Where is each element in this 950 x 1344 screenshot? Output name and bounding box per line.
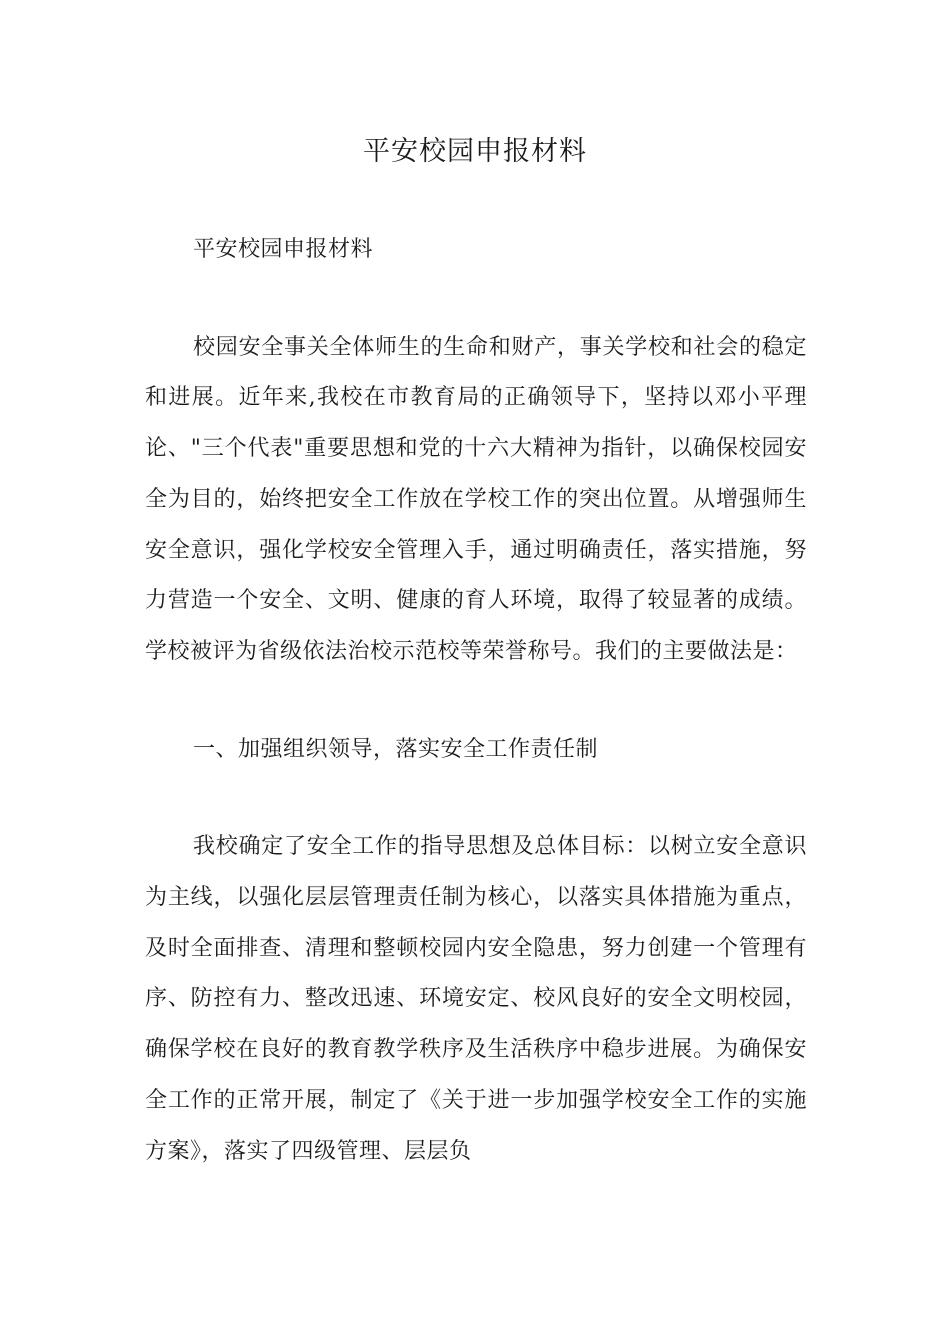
intro-paragraph: 校园安全事关全体师生的生命和财产，事关学校和社会的稳定和进展。近年来,我校在市教育局的正确领导下，坚持以邓小平理论、"三个代表"重要思想和党的十六大精神为指针，以确保校园安全为目的，始终把安全工作放在学校工作的突出位置。从增强师生安全意识，强化学校安全管理入手，通过明确责任，落实措施，努力营造一个安全、文明、健康的育人环境，取得了较显著的成绩。学校被评为省级依法治校示范校等荣誉称号。我们的主要做法是： — [145, 334, 807, 664]
section-body-paragraph: 我校确定了安全工作的指导思想及总体目标：以树立安全意识为主线，以强化层层管理责任制为核心，以落实具体措施为重点，及时全面排查、清理和整顿校园内安全隐患，努力创建一个管理有序、防控有力、整改迅速、环境安定、校风良好的安全文明校园，确保学校在良好的教育教学秩序及生活秩序中稳步进展。为确保安全工作的正常开展，制定了《关于进一步加强学校安全工作的实施方案》，落实了四级管理、层层负 — [145, 834, 807, 1164]
paragraph-gap — [145, 775, 807, 822]
paragraph-gap — [145, 276, 807, 323]
document-title: 平安校园申报材料 — [363, 136, 587, 167]
section-heading: 一、加强组织领导，落实安全工作责任制 — [193, 736, 599, 762]
document-body — [145, 225, 807, 1177]
paragraph-gap — [145, 678, 807, 725]
subtitle-paragraph: 平安校园申报材料 — [193, 237, 374, 262]
